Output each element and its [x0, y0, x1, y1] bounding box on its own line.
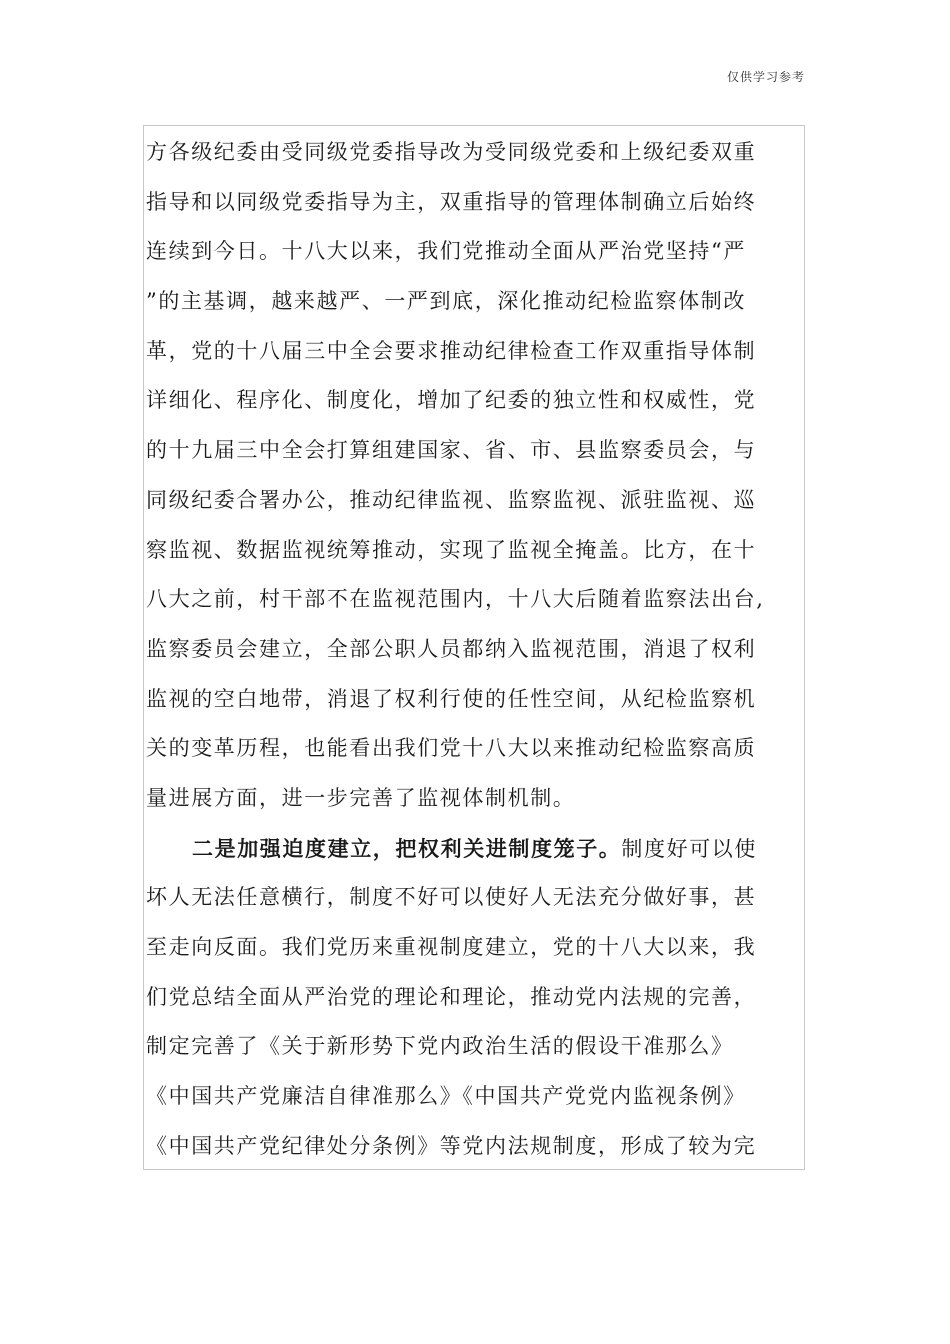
paragraph-2: [146, 824, 806, 1172]
text-line: 的十九届三中全会打算组建国家、省、市、县监察委员会，与: [146, 438, 757, 463]
page-header-note: 仅供学习参考: [726, 70, 805, 84]
text-line: 监察委员会建立，全部公职人员都纳入监视范围，消退了权利: [146, 636, 757, 661]
paragraph-heading: 二是加强迫度建立，把权利关进制度笼子。: [192, 835, 622, 861]
document-body: [146, 128, 806, 1171]
text-line: 八大之前，村干部不在监视范围内，十八大后随着监察法出台,: [146, 587, 765, 612]
paragraph-1: [146, 128, 806, 824]
text-line: 革，党的十八届三中全会要求推动纪律检查工作双重指导体制: [146, 338, 757, 363]
text-line: 详细化、程序化、制度化，增加了纪委的独立性和权威性，党: [146, 388, 757, 413]
text-line: 制定完善了《关于新形势下党内政治生活的假设干准那么》: [146, 1034, 734, 1059]
text-line: 至走向反面。我们党历来重视制度建立，党的十八大以来，我: [146, 935, 757, 959]
text-line: 同级纪委合署办公，推动纪律监视、监察监视、派驻监视、巡: [146, 487, 757, 512]
text-line: 监视的空白地带，消退了权利行使的任性空间，从纪检监察机: [146, 686, 757, 711]
text-line: 方各级纪委由受同级党委指导改为受同级党委和上级纪委双重: [146, 140, 757, 164]
text-line-first: [146, 824, 806, 874]
text-line: 坏人无法任意横行，制度不好可以使好人无法充分做好事，甚: [146, 885, 757, 910]
text-line: 指导和以同级党委指导为主，双重指导的管理体制确立后始终: [146, 189, 757, 214]
text-line: 连续到今日。十八大以来，我们党推动全面从严治党坚持“严: [146, 239, 746, 264]
text-line: ”的主基调，越来越严、一严到底，深化推动纪检监察体制改: [146, 289, 746, 314]
paragraph-heading-continuation: 制度好可以使: [621, 836, 758, 861]
text-line: 察监视、数据监视统筹推动，实现了监视全掩盖。比方，在十: [146, 537, 757, 562]
text-line: 关的变革历程，也能看出我们党十八大以来推动纪检监察高质: [146, 736, 757, 761]
text-line: 量进展方面，进一步完善了监视体制机制。: [146, 785, 576, 810]
text-line: 《中国共产党廉洁自律准那么》《中国共产党党内监视条例》: [146, 1084, 746, 1109]
text-line: 们党总结全面从严治党的理论和理论，推动党内法规的完善，: [146, 984, 757, 1009]
text-line: 《中国共产党纪律处分条例》等党内法规制度，形成了较为完: [146, 1133, 757, 1158]
